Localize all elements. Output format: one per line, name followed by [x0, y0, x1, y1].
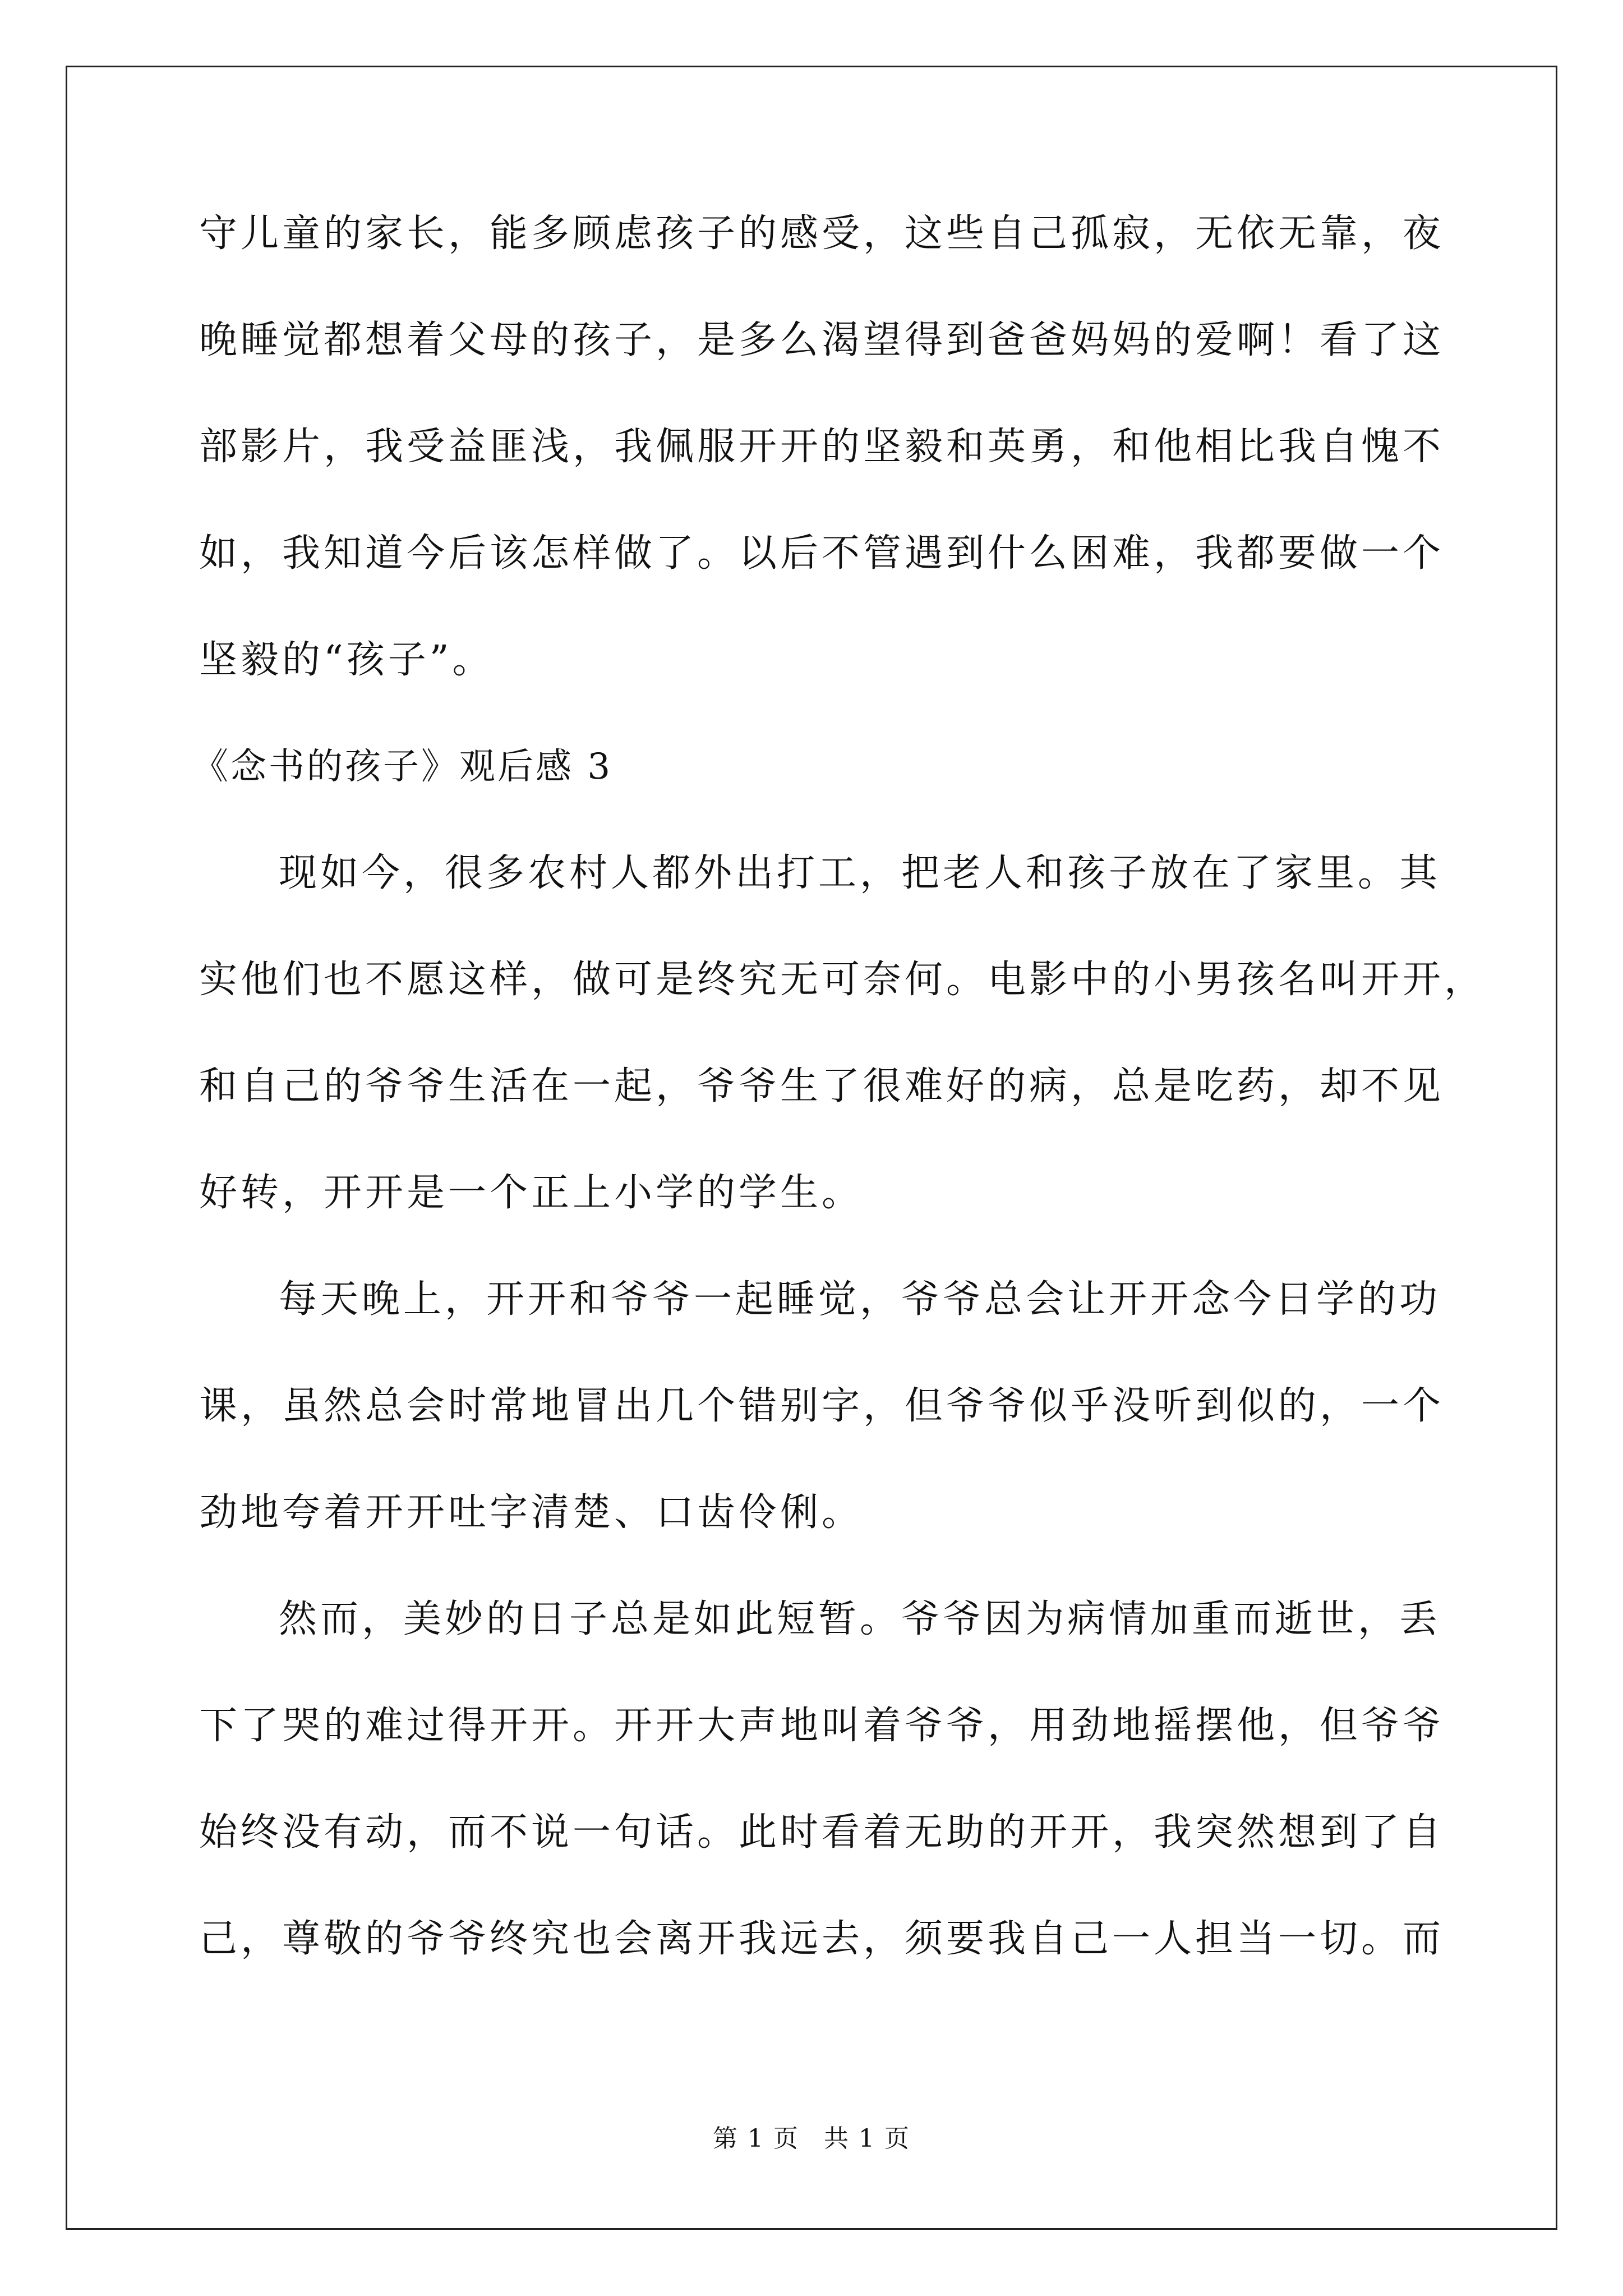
paragraph-line: 好转，开开是一个正上小学的学生。: [199, 1171, 864, 1215]
paragraph-line: 晚睡觉都想着父母的孩子，是多么渴望得到爸爸妈妈的爱啊！看了这: [199, 318, 1445, 362]
paragraph-line: 然而，美妙的日子总是如此短暂。爷爷因为病情加重而逝世，丢: [279, 1597, 1441, 1641]
paragraph-line: 如，我知道今后该怎样做了。以后不管遇到什么困难，我都要做一个: [199, 531, 1445, 576]
paragraph-line: 劲地夸着开开吐字清楚、口齿伶俐。: [199, 1490, 864, 1535]
paragraph-line: 每天晚上，开开和爷爷一起睡觉，爷爷总会让开开念今日学的功: [279, 1277, 1441, 1322]
paragraph-line: 始终没有动，而不说一句话。此时看着无助的开开，我突然想到了自: [199, 1810, 1445, 1855]
paragraph-line: 课，虽然总会时常地冒出几个错别字，但爷爷似乎没听到似的，一个: [199, 1384, 1445, 1428]
paragraph-line: 和自己的爷爷生活在一起，爷爷生了很难好的病，总是吃药，却不见: [199, 1064, 1445, 1108]
paragraph-line: 现如今，很多农村人都外出打工，把老人和孩子放在了家里。其: [279, 851, 1441, 895]
paragraph-line: 守儿童的家长，能多顾虑孩子的感受，这些自己孤寂，无依无靠，夜: [199, 211, 1445, 256]
page-total: 共 1 页: [824, 2124, 910, 2153]
page-number: 第 1 页: [713, 2124, 799, 2153]
paragraph-line: 部影片，我受益匪浅，我佩服开开的坚毅和英勇，和他相比我自愧不: [199, 425, 1445, 469]
page-footer: [0, 2123, 1623, 2155]
section-heading: 《念书的孩子》观后感 3: [192, 746, 613, 788]
page-frame: [66, 66, 1557, 2230]
paragraph-line: 实他们也不愿这样，做可是终究无可奈何。电影中的小男孩名叫开开，: [199, 958, 1486, 1002]
paragraph-line: 下了哭的难过得开开。开开大声地叫着爷爷，用劲地摇摆他，但爷爷: [199, 1704, 1445, 1748]
paragraph-line: 己，尊敬的爷爷终究也会离开我远去，须要我自己一人担当一切。而: [199, 1917, 1445, 1961]
paragraph-line: 坚毅的“孩子”。: [199, 638, 494, 682]
